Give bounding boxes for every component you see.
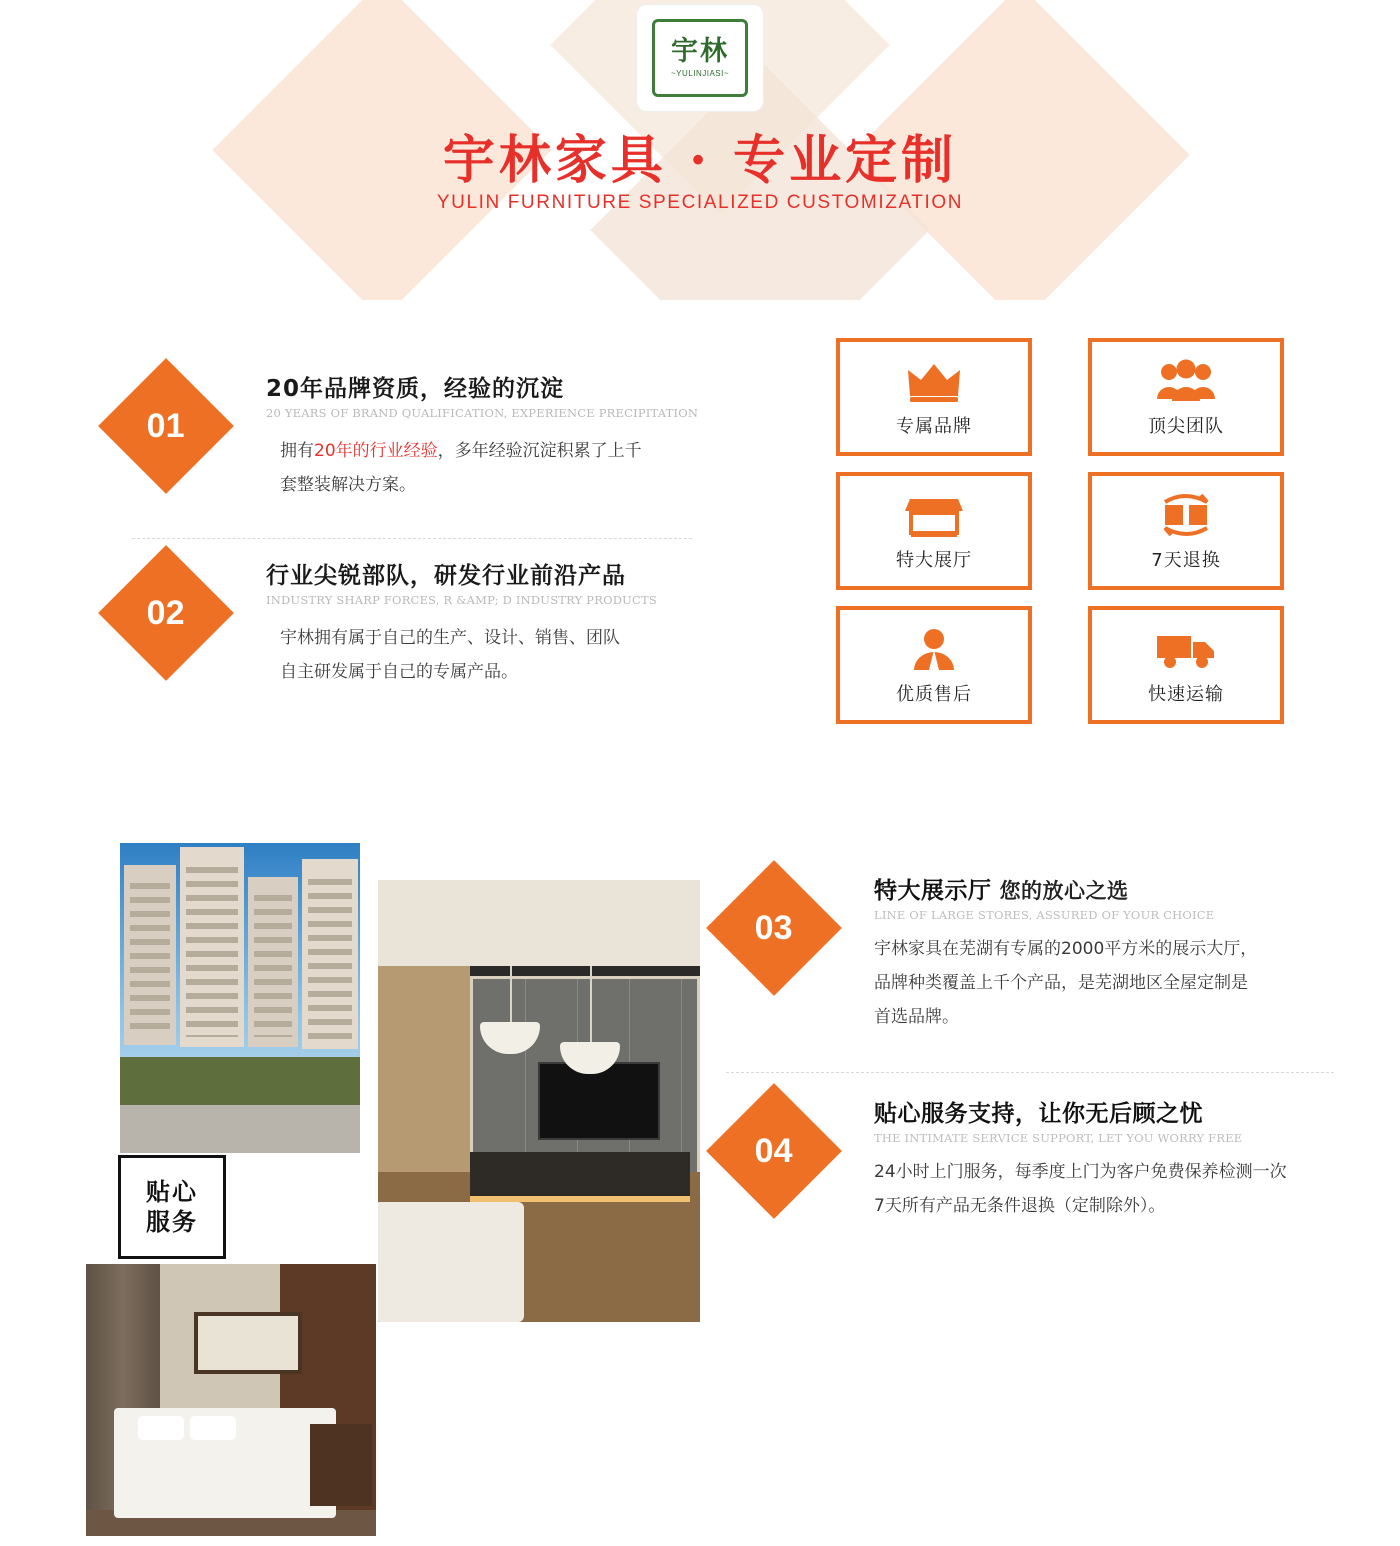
block-body [874, 872, 1346, 1034]
block-title-secondary: 您的放心之选 [999, 879, 1129, 903]
television [538, 1062, 660, 1140]
block-subtitle-en: THE INTIMATE SERVICE SUPPORT, LET YOU WORRY FREE [874, 1131, 1243, 1145]
service-person-icon [910, 624, 958, 674]
pendant-cord [590, 966, 592, 1044]
block-body [874, 1095, 1346, 1223]
block-desc-line2: 品牌种类覆盖上千个产品，是芜湖地区全屋定制是 [874, 973, 1248, 993]
block-number: 04 [755, 1131, 793, 1170]
photo-company-building [120, 843, 360, 1153]
service-tag-badge [118, 1155, 226, 1259]
block-title-main: 贴心服务支持，让你无后顾之忧 [874, 1101, 1203, 1127]
feature-number: 01 [147, 406, 185, 445]
page-header [0, 0, 1400, 300]
feature-title: 行业尖锐部队，研发行业前沿产品 [266, 563, 626, 589]
advantage-card-return[interactable] [1088, 472, 1284, 590]
logo-chinese-text: 宇林 [671, 36, 729, 67]
service-tag-line1: 贴心 [146, 1178, 198, 1206]
advantage-label: 顶尖团队 [1148, 416, 1224, 437]
block-number-badge [706, 860, 842, 996]
feature-list [118, 370, 738, 707]
advantage-icon-grid [836, 338, 1284, 724]
team-icon [1155, 356, 1217, 406]
advantage-card-aftersales[interactable] [836, 606, 1032, 724]
ceiling [378, 880, 700, 966]
advantage-label: 特大展厅 [896, 550, 972, 571]
advantage-card-team[interactable] [1088, 338, 1284, 456]
feature-desc-line2: 套整装解决方案。 [280, 475, 416, 495]
feature-number: 02 [147, 593, 185, 632]
block-title [874, 1095, 1346, 1128]
advantage-card-shipping[interactable] [1088, 606, 1284, 724]
detail-block-list [726, 872, 1346, 1285]
return-icon [1157, 490, 1215, 540]
feature-desc-line2: 自主研发属于自己的专属产品。 [280, 662, 518, 682]
store-icon [905, 490, 963, 540]
window-grid [130, 883, 170, 1033]
block-desc-line2: 7天所有产品无条件退换（定制除外）。 [874, 1196, 1166, 1216]
pendant-cord [510, 966, 512, 1024]
window-grid [308, 879, 352, 1039]
landscaping [120, 1057, 360, 1105]
feature-item-02 [118, 557, 738, 707]
section-divider [726, 1072, 1334, 1073]
logo-frame [652, 19, 748, 97]
tv-credenza [470, 1152, 690, 1196]
feature-body [266, 370, 738, 502]
window-grid [186, 867, 238, 1037]
advantage-label: 优质售后 [896, 684, 972, 705]
photo-living-room [378, 880, 700, 1322]
pillow [190, 1416, 236, 1440]
brand-logo [637, 5, 763, 111]
bed-corner [378, 1202, 524, 1322]
window-grid [254, 895, 292, 1037]
block-number: 03 [755, 908, 793, 947]
nightstand [310, 1424, 372, 1506]
block-desc-line3: 首选品牌。 [874, 1007, 959, 1027]
wood-wall-panel [378, 966, 470, 1172]
advantage-card-showroom[interactable] [836, 472, 1032, 590]
accent-light [470, 1195, 690, 1202]
feature-item-01 [118, 370, 738, 520]
page-subtitle: YULIN FURNITURE SPECIALIZED CUSTOMIZATION [436, 192, 964, 213]
feature-body [266, 557, 738, 689]
feature-subtitle-en: INDUSTRY SHARP FORCES, R &AMP; D INDUSTRY PRODUCTS [266, 593, 657, 607]
feature-number-badge [98, 545, 234, 681]
feature-desc-part1: 拥有 [280, 441, 314, 461]
detail-block-04 [726, 1095, 1346, 1285]
block-subtitle-en: LINE OF LARGE STORES, ASSURED OF YOUR CHOICE [874, 908, 1215, 922]
advantage-label: 7天退换 [1151, 550, 1221, 571]
page-title: 宇林家具 · 专业定制 [442, 130, 958, 191]
advantage-card-brand[interactable] [836, 338, 1032, 456]
section-divider [132, 538, 692, 539]
detail-block-03 [726, 872, 1346, 1062]
truck-icon [1155, 624, 1217, 674]
advantage-label: 快速运输 [1148, 684, 1224, 705]
photo-bedroom [86, 1264, 376, 1536]
wall-artwork [194, 1312, 302, 1374]
street [120, 1105, 360, 1153]
block-description [874, 1155, 1346, 1223]
crown-icon [906, 356, 962, 406]
block-desc-line1: 24小时上门服务，每季度上门为客户免费保养检测一次 [874, 1162, 1287, 1182]
feature-description [280, 434, 738, 502]
logo-english-text: ~YULINJIASI~ [670, 69, 730, 78]
feature-desc-highlight: 20年的行业经验 [314, 441, 438, 461]
pillow [138, 1416, 184, 1440]
block-desc-line1: 宇林家具在芜湖有专属的2000平方米的展示大厅， [874, 939, 1258, 959]
block-title [874, 872, 1346, 905]
feature-number-badge [98, 358, 234, 494]
feature-subtitle-en: 20 YEARS OF BRAND QUALIFICATION, EXPERIENCE PRECIPITATION [266, 406, 699, 420]
block-number-badge [706, 1083, 842, 1219]
service-tag-line2: 服务 [146, 1208, 198, 1236]
feature-desc-line1: 宇林拥有属于自己的生产、设计、销售、团队 [280, 628, 620, 648]
feature-description [280, 621, 738, 689]
block-title-main: 特大展示厅 [874, 878, 992, 904]
advantage-label: 专属品牌 [896, 416, 972, 437]
feature-title: 20年品牌资质，经验的沉淀 [266, 376, 565, 402]
feature-desc-part2: ，多年经验沉淀积累了上千 [437, 441, 642, 461]
block-description [874, 932, 1346, 1034]
